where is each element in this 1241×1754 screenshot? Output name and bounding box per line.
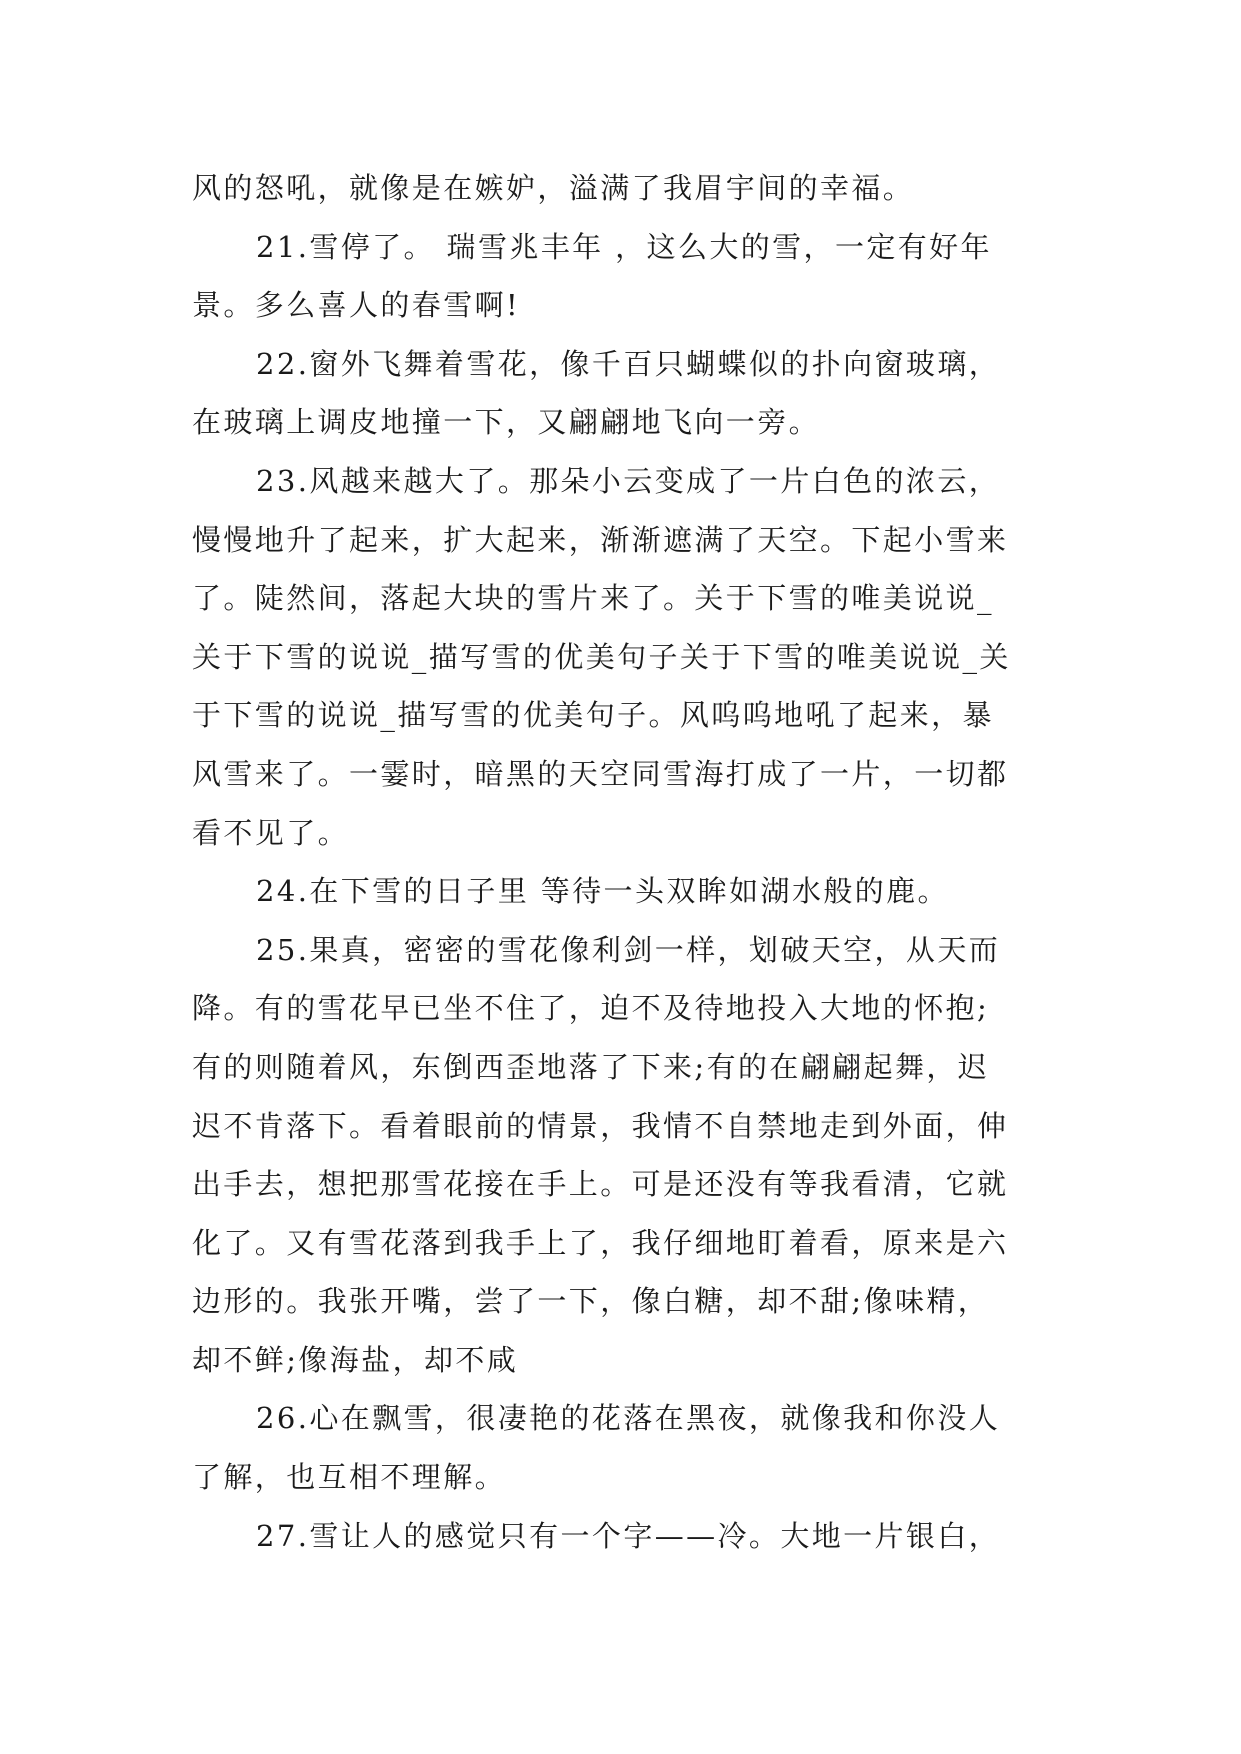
text-line: 关于下雪的说说_描写雪的优美句子关于下雪的唯美说说_关 xyxy=(192,639,1011,674)
text-line: 却不鲜;像海盐，却不咸 xyxy=(192,1342,519,1377)
text-line: 降。有的雪花早已坐不住了，迫不及待地投入大地的怀抱; xyxy=(192,991,990,1026)
text-line: 出手去，想把那雪花接在手上。可是还没有等我看清，它就 xyxy=(192,1167,1009,1202)
text-line: 有的则随着风，东倒西歪地落了下来;有的在翩翩起舞，迟 xyxy=(192,1049,990,1084)
text-line: 边形的。我张开嘴，尝了一下，像白糖，却不甜;像味精， xyxy=(192,1284,990,1319)
text-line: 慢慢地升了起来，扩大起来，渐渐遮满了天空。下起小雪来 xyxy=(192,522,1009,557)
text-line: 26.心在飘雪，很凄艳的花落在黑夜，就像我和你没人 xyxy=(256,1401,1001,1436)
paragraph-21 xyxy=(192,218,1056,335)
paragraph-27 xyxy=(192,1507,1056,1566)
text-line: 24.在下雪的日子里 等待一头双眸如湖水般的鹿。 xyxy=(256,874,949,909)
text-line: 看不见了。 xyxy=(192,815,350,850)
text-line: 23.风越来越大了。那朵小云变成了一片白色的浓云， xyxy=(256,463,1001,498)
text-line: 景。多么喜人的春雪啊! xyxy=(192,288,521,323)
text-line: 风的怒吼，就像是在嫉妒，溢满了我眉宇间的幸福。 xyxy=(192,171,915,205)
paragraph-25 xyxy=(192,921,1056,1390)
text-line: 风雪来了。一霎时，暗黑的天空同雪海打成了一片，一切都 xyxy=(192,756,1009,791)
text-line: 了解，也互相不理解。 xyxy=(192,1460,507,1495)
paragraph-24 xyxy=(192,862,1056,921)
paragraph-23 xyxy=(192,452,1056,862)
paragraph xyxy=(192,159,1056,218)
document-body xyxy=(192,159,1056,1565)
text-line: 了。陡然间，落起大块的雪片来了。关于下雪的唯美说说_ xyxy=(192,581,994,616)
text-line: 化了。又有雪花落到我手上了，我仔细地盯着看，原来是六 xyxy=(192,1225,1009,1260)
paragraph-26 xyxy=(192,1389,1056,1506)
text-line: 27.雪让人的感觉只有一个字——冷。大地一片银白， xyxy=(256,1518,1001,1553)
text-line: 在玻璃上调皮地撞一下，又翩翩地飞向一旁。 xyxy=(192,405,821,440)
text-line: 21.雪停了。 瑞雪兆丰年 ，这么大的雪，一定有好年 xyxy=(256,229,992,264)
paragraph-22 xyxy=(192,335,1056,452)
text-line: 迟不肯落下。看着眼前的情景，我情不自禁地走到外面，伸 xyxy=(192,1108,1009,1143)
text-line: 于下雪的说说_描写雪的优美句子。风呜呜地吼了起来，暴 xyxy=(192,698,994,733)
text-line: 25.果真，密密的雪花像利剑一样，划破天空，从天而 xyxy=(256,932,1001,967)
text-line: 22.窗外飞舞着雪花，像千百只蝴蝶似的扑向窗玻璃， xyxy=(256,346,1001,381)
